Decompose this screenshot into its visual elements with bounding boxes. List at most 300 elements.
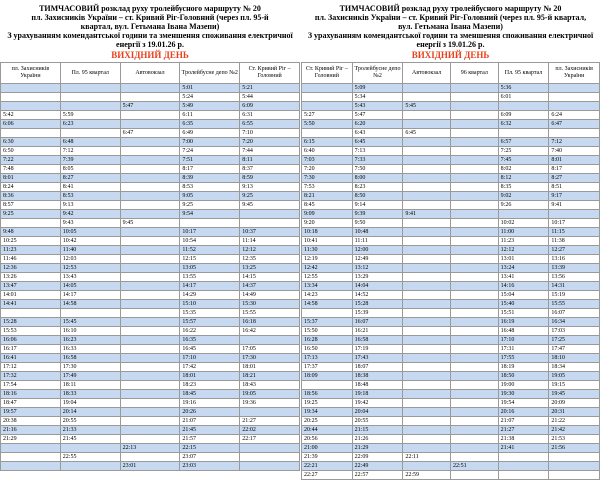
time-cell: 19:05	[549, 372, 600, 381]
time-cell: 14:17	[180, 282, 240, 291]
time-cell: 6:40	[302, 147, 353, 156]
time-cell: 9:14	[352, 201, 403, 210]
time-cell: 5:01	[180, 84, 240, 93]
time-cell: 6:11	[180, 111, 240, 120]
table-row	[302, 444, 600, 453]
time-cell	[403, 372, 451, 381]
table-row	[1, 120, 300, 129]
time-cell: 8:41	[60, 183, 120, 192]
time-cell: 12:27	[549, 246, 600, 255]
column-header: Пл. 95 квартал	[60, 63, 120, 84]
time-cell	[549, 102, 600, 111]
table-row	[302, 417, 600, 426]
time-cell: 18:34	[549, 363, 600, 372]
time-cell	[60, 84, 120, 93]
time-cell: 16:28	[302, 336, 353, 345]
schedule-panel-right	[301, 0, 600, 480]
time-cell: 5:42	[1, 111, 61, 120]
table-row	[1, 129, 300, 138]
time-cell: 20:26	[180, 408, 240, 417]
time-cell: 6:09	[240, 102, 300, 111]
table-row	[302, 93, 600, 102]
time-cell: 16:48	[498, 327, 549, 336]
time-cell: 6:24	[549, 111, 600, 120]
time-cell: 8:45	[302, 201, 353, 210]
time-cell: 7:40	[549, 147, 600, 156]
time-cell: 16:07	[352, 318, 403, 327]
time-cell	[498, 471, 549, 480]
time-cell: 8:57	[1, 201, 61, 210]
table-row	[302, 120, 600, 129]
time-cell	[403, 264, 451, 273]
time-cell: 18:11	[60, 381, 120, 390]
time-cell: 8:17	[549, 165, 600, 174]
time-cell: 17:10	[498, 336, 549, 345]
time-cell	[450, 435, 498, 444]
time-cell: 7:25	[498, 147, 549, 156]
time-cell	[1, 309, 61, 318]
time-cell: 9:20	[302, 219, 353, 228]
table-row	[302, 309, 600, 318]
time-cell	[549, 462, 600, 471]
time-cell: 20:56	[302, 435, 353, 444]
time-cell: 10:05	[60, 228, 120, 237]
time-cell	[120, 120, 180, 129]
time-cell: 18:07	[352, 363, 403, 372]
time-cell: 17:31	[498, 345, 549, 354]
table-row	[302, 156, 600, 165]
time-cell: 5:09	[352, 84, 403, 93]
time-cell: 14:58	[60, 300, 120, 309]
time-cell	[450, 354, 498, 363]
time-cell: 6:48	[60, 138, 120, 147]
time-cell	[403, 93, 451, 102]
table-row	[1, 264, 300, 273]
time-cell	[120, 327, 180, 336]
table-row	[302, 237, 600, 246]
time-cell: 17:12	[1, 363, 61, 372]
table-row	[302, 273, 600, 282]
time-cell	[450, 345, 498, 354]
column-header: Ст. Кривий Ріг – Головний	[240, 63, 300, 84]
time-cell: 9:09	[302, 210, 353, 219]
time-cell	[450, 165, 498, 174]
time-cell: 8:11	[240, 156, 300, 165]
time-cell: 21:53	[549, 435, 600, 444]
time-cell	[450, 399, 498, 408]
time-cell: 13:39	[549, 264, 600, 273]
time-cell: 11:14	[240, 237, 300, 246]
time-cell: 21:29	[352, 444, 403, 453]
time-cell	[240, 408, 300, 417]
time-cell	[403, 147, 451, 156]
time-cell: 11:23	[1, 246, 61, 255]
time-cell	[403, 174, 451, 183]
time-cell: 20:14	[60, 408, 120, 417]
time-cell: 9:48	[1, 228, 61, 237]
time-cell	[403, 417, 451, 426]
table-row	[1, 138, 300, 147]
time-cell: 22:09	[352, 453, 403, 462]
time-cell: 21:39	[302, 453, 353, 462]
time-cell	[120, 318, 180, 327]
time-cell	[450, 372, 498, 381]
time-cell	[450, 318, 498, 327]
time-cell	[450, 273, 498, 282]
time-cell	[403, 120, 451, 129]
time-cell: 12:00	[352, 246, 403, 255]
time-cell: 6:47	[549, 120, 600, 129]
time-cell: 8:17	[180, 165, 240, 174]
column-header: Автовокзал	[403, 63, 451, 84]
time-cell: 22:17	[240, 435, 300, 444]
time-cell: 13:26	[1, 273, 61, 282]
time-cell: 8:51	[549, 183, 600, 192]
time-cell: 15:19	[549, 291, 600, 300]
time-cell: 9:13	[240, 183, 300, 192]
table-row	[302, 291, 600, 300]
time-cell	[403, 336, 451, 345]
time-cell: 11:38	[549, 237, 600, 246]
time-cell: 6:32	[498, 120, 549, 129]
time-cell: 22:02	[240, 426, 300, 435]
time-cell: 13:34	[302, 282, 353, 291]
time-cell: 8:53	[60, 192, 120, 201]
time-cell	[120, 345, 180, 354]
schedule-title-line: ТИМЧАСОВИЙ розклад руху тролейбусного маршруту № 20	[339, 4, 562, 13]
table-row	[302, 390, 600, 399]
time-cell: 5:43	[352, 102, 403, 111]
time-cell	[120, 336, 180, 345]
time-cell	[450, 336, 498, 345]
time-cell: 17:55	[498, 354, 549, 363]
time-cell: 14:15	[240, 273, 300, 282]
time-cell: 11:23	[498, 237, 549, 246]
time-cell	[120, 435, 180, 444]
time-cell: 8:59	[240, 174, 300, 183]
time-cell	[403, 435, 451, 444]
table-row	[1, 174, 300, 183]
time-cell: 6:06	[1, 120, 61, 129]
table-row	[302, 102, 600, 111]
time-cell	[450, 300, 498, 309]
time-cell: 19:18	[352, 390, 403, 399]
time-cell	[403, 390, 451, 399]
time-cell: 7:20	[240, 138, 300, 147]
time-cell: 10:25	[1, 237, 61, 246]
time-cell	[120, 246, 180, 255]
time-cell: 8:05	[60, 165, 120, 174]
time-cell: 14:23	[302, 291, 353, 300]
table-row	[1, 300, 300, 309]
column-header: Тролейбусне депо №2	[352, 63, 403, 84]
table-row	[302, 282, 600, 291]
time-cell: 22:21	[302, 462, 353, 471]
time-cell	[403, 237, 451, 246]
time-cell: 5:49	[180, 102, 240, 111]
time-cell	[1, 84, 61, 93]
time-cell	[240, 210, 300, 219]
table-row	[1, 183, 300, 192]
time-cell: 8:36	[1, 192, 61, 201]
time-cell: 8:39	[180, 174, 240, 183]
time-cell	[403, 426, 451, 435]
time-cell: 8:21	[302, 192, 353, 201]
time-cell	[120, 210, 180, 219]
table-row	[302, 381, 600, 390]
time-cell: 14:52	[352, 291, 403, 300]
table-row	[1, 228, 300, 237]
time-cell: 6:23	[60, 120, 120, 129]
time-cell: 16:41	[1, 354, 61, 363]
time-cell: 6:30	[1, 138, 61, 147]
time-cell: 20:55	[60, 417, 120, 426]
column-header: Тролейбусне депо №2	[180, 63, 240, 84]
time-cell: 5:50	[302, 120, 353, 129]
time-cell: 7:39	[60, 156, 120, 165]
time-cell	[120, 408, 180, 417]
time-cell	[120, 426, 180, 435]
time-cell: 15:55	[240, 309, 300, 318]
time-cell	[120, 237, 180, 246]
time-cell: 7:00	[180, 138, 240, 147]
table-row	[1, 435, 300, 444]
time-cell: 9:17	[549, 192, 600, 201]
time-cell	[120, 255, 180, 264]
time-cell	[1, 462, 61, 471]
time-cell	[120, 363, 180, 372]
timetable-right	[301, 62, 600, 480]
time-cell	[302, 381, 353, 390]
time-cell	[450, 444, 498, 453]
time-cell: 21:26	[352, 435, 403, 444]
time-cell: 13:47	[1, 282, 61, 291]
time-cell: 18:56	[302, 390, 353, 399]
schedule-subtitle-line: енергії з 19.01.26 р.	[116, 40, 184, 49]
time-cell: 9:45	[120, 219, 180, 228]
time-cell	[403, 273, 451, 282]
time-cell: 9:41	[403, 210, 451, 219]
time-cell: 9:25	[180, 201, 240, 210]
time-cell	[60, 444, 120, 453]
column-header: Пл. 95 квартал	[498, 63, 549, 84]
table-row	[1, 246, 300, 255]
table-row	[302, 264, 600, 273]
time-cell	[302, 102, 353, 111]
time-cell: 14:05	[60, 282, 120, 291]
time-cell: 15:35	[180, 309, 240, 318]
time-cell: 6:55	[240, 120, 300, 129]
time-cell: 8:35	[498, 183, 549, 192]
time-cell: 11:40	[60, 246, 120, 255]
time-cell: 18:23	[180, 381, 240, 390]
time-cell: 11:15	[549, 228, 600, 237]
time-cell	[120, 201, 180, 210]
table-row	[302, 336, 600, 345]
time-cell: 19:42	[352, 399, 403, 408]
time-cell: 9:50	[352, 219, 403, 228]
time-cell: 21:57	[180, 435, 240, 444]
table-row	[1, 399, 300, 408]
time-cell: 21:45	[180, 426, 240, 435]
time-cell	[403, 228, 451, 237]
time-cell	[120, 399, 180, 408]
time-cell: 17:42	[180, 363, 240, 372]
time-cell: 17:03	[549, 327, 600, 336]
time-cell: 8:01	[549, 156, 600, 165]
time-cell	[120, 174, 180, 183]
time-cell	[403, 111, 451, 120]
time-cell	[450, 426, 498, 435]
time-cell	[120, 282, 180, 291]
time-cell: 14:37	[240, 282, 300, 291]
time-cell: 11:46	[1, 255, 61, 264]
table-row	[1, 201, 300, 210]
time-cell: 8:23	[352, 183, 403, 192]
time-cell: 7:10	[240, 129, 300, 138]
table-row	[1, 354, 300, 363]
time-cell: 15:45	[60, 318, 120, 327]
time-cell: 18:38	[352, 372, 403, 381]
time-cell	[450, 102, 498, 111]
table-row	[1, 111, 300, 120]
time-cell: 23:07	[180, 453, 240, 462]
time-cell: 13:16	[549, 255, 600, 264]
time-cell: 16:22	[180, 327, 240, 336]
time-cell: 12:55	[302, 273, 353, 282]
time-cell: 21:07	[180, 417, 240, 426]
schedule-subtitle-line: енергії з 19.01.26 р.	[416, 40, 485, 49]
time-cell: 13:43	[60, 273, 120, 282]
time-cell	[498, 453, 549, 462]
time-cell: 5:36	[498, 84, 549, 93]
time-cell: 18:43	[240, 381, 300, 390]
time-cell: 8:27	[549, 174, 600, 183]
table-row	[1, 345, 300, 354]
time-cell: 5:44	[240, 93, 300, 102]
time-cell: 22:11	[403, 453, 451, 462]
time-cell: 16:50	[302, 345, 353, 354]
time-cell	[450, 390, 498, 399]
time-cell	[120, 192, 180, 201]
time-cell	[450, 264, 498, 273]
day-type-label: ВИХІДНИЙ ДЕНЬ	[111, 50, 189, 60]
time-cell: 6:57	[498, 138, 549, 147]
time-cell: 14:58	[302, 300, 353, 309]
time-cell	[403, 192, 451, 201]
time-cell: 7:44	[240, 147, 300, 156]
time-cell: 16:17	[1, 345, 61, 354]
time-cell: 12:35	[240, 255, 300, 264]
time-cell	[60, 309, 120, 318]
time-cell: 22:55	[60, 453, 120, 462]
table-row	[302, 192, 600, 201]
day-type-label: ВИХІДНИЙ ДЕНЬ	[411, 50, 490, 60]
time-cell: 6:45	[352, 138, 403, 147]
time-cell: 11:30	[302, 246, 353, 255]
time-cell: 6:35	[180, 120, 240, 129]
time-cell: 14:01	[1, 291, 61, 300]
time-cell: 12:53	[60, 264, 120, 273]
time-cell: 16:06	[1, 336, 61, 345]
table-row	[1, 156, 300, 165]
time-cell	[120, 264, 180, 273]
time-cell: 16:35	[180, 336, 240, 345]
time-cell: 17:30	[60, 363, 120, 372]
time-cell: 7:12	[60, 147, 120, 156]
time-cell	[498, 462, 549, 471]
time-cell: 13:41	[498, 273, 549, 282]
time-cell	[1, 93, 61, 102]
time-cell: 7:13	[352, 147, 403, 156]
time-cell: 15:28	[352, 300, 403, 309]
time-cell: 16:23	[60, 336, 120, 345]
time-cell: 13:56	[549, 273, 600, 282]
time-cell: 18:16	[1, 390, 61, 399]
table-row	[302, 219, 600, 228]
time-cell: 16:21	[352, 327, 403, 336]
time-cell: 21:00	[302, 444, 353, 453]
table-row	[1, 255, 300, 264]
time-cell: 6:47	[120, 129, 180, 138]
time-cell	[403, 291, 451, 300]
timetable-left	[0, 62, 300, 471]
time-cell: 22:15	[180, 444, 240, 453]
time-cell: 18:01	[180, 372, 240, 381]
time-cell	[120, 165, 180, 174]
time-cell	[450, 291, 498, 300]
time-cell: 7:20	[302, 165, 353, 174]
time-cell	[450, 246, 498, 255]
time-cell: 9:41	[549, 201, 600, 210]
time-cell	[450, 327, 498, 336]
time-cell	[403, 84, 451, 93]
time-cell: 17:25	[549, 336, 600, 345]
time-cell	[450, 183, 498, 192]
time-cell: 9:13	[60, 201, 120, 210]
time-cell: 10:02	[498, 219, 549, 228]
time-cell: 16:34	[549, 318, 600, 327]
time-cell: 20:25	[302, 417, 353, 426]
time-cell	[549, 210, 600, 219]
time-cell: 8:12	[498, 174, 549, 183]
time-cell	[60, 102, 120, 111]
schedule-title-line: пл. Захисників України – ст. Кривий Ріг-Головний (через пл. 95-й квартал,	[314, 13, 587, 22]
time-cell	[120, 354, 180, 363]
time-cell: 8:37	[240, 165, 300, 174]
table-row	[302, 183, 600, 192]
schedule-title-line: вул. Гетьмана Івана Мазепи)	[398, 22, 503, 31]
time-cell	[498, 210, 549, 219]
time-cell	[450, 138, 498, 147]
time-cell: 5:21	[240, 84, 300, 93]
time-cell: 20:31	[549, 408, 600, 417]
table-row	[302, 435, 600, 444]
time-cell	[1, 444, 61, 453]
time-cell: 20:09	[549, 399, 600, 408]
time-cell: 10:17	[180, 228, 240, 237]
table-row	[302, 138, 600, 147]
time-cell: 21:56	[549, 444, 600, 453]
time-cell: 21:07	[498, 417, 549, 426]
time-cell: 8:00	[352, 174, 403, 183]
table-row	[1, 444, 300, 453]
time-cell	[549, 129, 600, 138]
time-cell: 15:28	[1, 318, 61, 327]
table-row	[302, 426, 600, 435]
time-cell: 5:47	[120, 102, 180, 111]
time-cell: 22:57	[352, 471, 403, 480]
